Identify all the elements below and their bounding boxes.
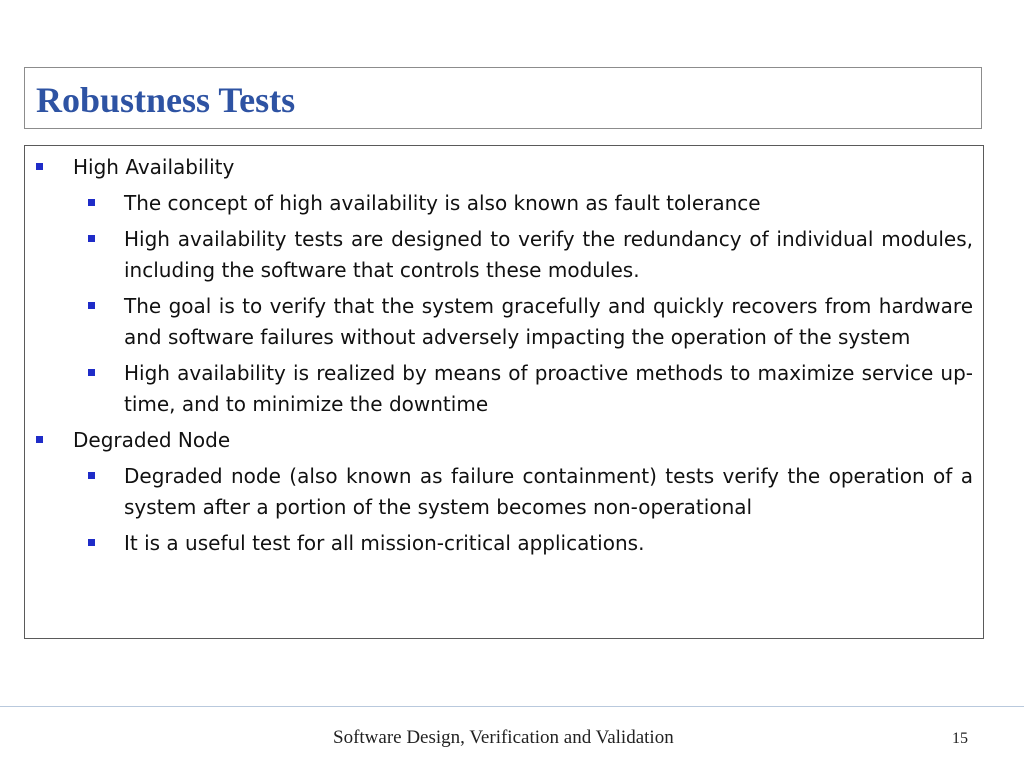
square-bullet-icon — [88, 369, 95, 376]
subbullet-mission-critical — [25, 528, 985, 559]
content-box — [24, 145, 984, 639]
footer-course-title: Software Design, Verification and Validation — [333, 727, 674, 748]
subbullet-text: The concept of high availability is also known as fault tolerance — [124, 191, 761, 215]
square-bullet-icon — [88, 302, 95, 309]
subbullet-goal — [25, 291, 985, 353]
square-bullet-icon — [88, 539, 95, 546]
bullet-list — [25, 152, 985, 564]
page-number: 15 — [952, 730, 968, 747]
subbullet-text: Degraded node (also known as failure containment) tests verify the operation of a system after a portion of the system becomes non-operational — [124, 464, 973, 519]
footer-divider — [0, 706, 1024, 707]
subbullet-proactive-methods — [25, 358, 985, 420]
square-bullet-icon — [88, 199, 95, 206]
subbullet-text: The goal is to verify that the system gracefully and quickly recovers from hardware and software failures without adversely impacting the operation of the system — [124, 294, 973, 349]
subbullet-failure-containment — [25, 461, 985, 523]
square-bullet-icon — [36, 436, 43, 443]
slide-title: Robustness Tests — [36, 80, 296, 120]
subbullet-text: It is a useful test for all mission-critical applications. — [124, 531, 645, 555]
bullet-text: Degraded Node — [73, 428, 231, 452]
subbullet-redundancy — [25, 224, 985, 286]
subbullet-text: High availability tests are designed to verify the redundancy of individual modules, including the software that controls these modules. — [124, 227, 973, 282]
bullet-degraded-node — [25, 425, 985, 456]
subbullet-text: High availability is realized by means of proactive methods to maximize service up-time, and to minimize the downtime — [124, 361, 973, 416]
square-bullet-icon — [88, 235, 95, 242]
bullet-text: High Availability — [73, 155, 235, 179]
square-bullet-icon — [88, 472, 95, 479]
subbullet-fault-tolerance — [25, 188, 985, 219]
bullet-high-availability — [25, 152, 985, 183]
square-bullet-icon — [36, 163, 43, 170]
title-box — [24, 67, 982, 129]
